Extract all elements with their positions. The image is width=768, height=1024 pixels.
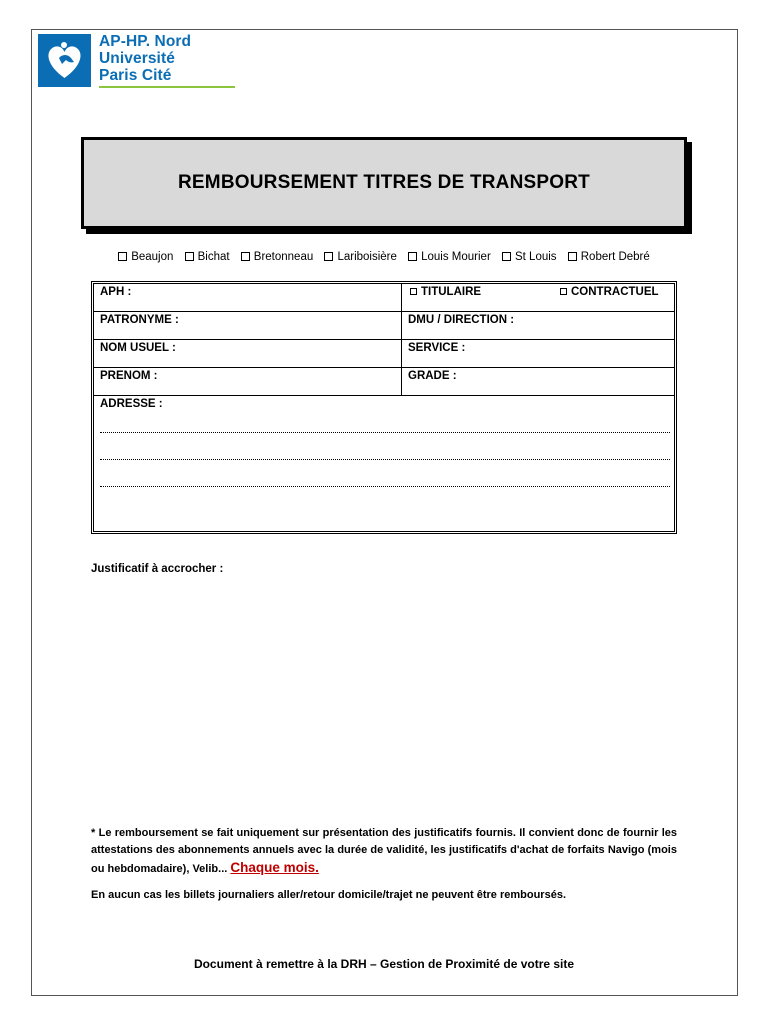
grade-field[interactable] <box>402 368 674 395</box>
dmu-field[interactable] <box>402 312 674 339</box>
site-option-lariboisiere[interactable] <box>324 251 396 263</box>
site-option-st-louis[interactable] <box>502 251 557 263</box>
site-label: Louis Mourier <box>421 251 491 263</box>
site-option-bretonneau[interactable] <box>241 251 313 263</box>
title-box <box>81 137 687 229</box>
checkbox-icon[interactable] <box>568 252 577 261</box>
site-label: Lariboisière <box>337 251 397 263</box>
site-option-louis-mourier[interactable] <box>408 251 491 263</box>
site-label: Bretonneau <box>253 251 314 263</box>
note1-text: * Le remboursement se fait uniquement sur présentation des justificatifs fournis. Il convient donc de fournir les attestations des abonnements annuels avec la durée de validité, les justificatifs d'achat de forfaits Navigo (mois ou hebdomadaire), Velib... <box>91 827 677 875</box>
heart-hand-icon <box>38 34 91 87</box>
row-prenom <box>94 368 674 396</box>
site-label: Bichat <box>197 251 230 263</box>
logo-line-1: AP-HP. Nord <box>99 33 192 50</box>
logo-underline <box>99 86 235 88</box>
nom-usuel-field[interactable] <box>94 340 402 367</box>
logo-line-3: Paris Cité <box>99 67 172 84</box>
checkbox-icon[interactable] <box>118 252 127 261</box>
checkbox-icon[interactable] <box>241 252 250 261</box>
adresse-field[interactable] <box>94 396 674 531</box>
patronyme-label: PATRONYME : <box>100 314 179 326</box>
contractuel-option[interactable] <box>560 286 659 298</box>
checkbox-icon[interactable] <box>410 288 417 295</box>
dotted-line <box>100 486 670 487</box>
row-nom-usuel <box>94 340 674 368</box>
aph-field[interactable] <box>94 284 402 311</box>
logo-wordmark <box>99 33 191 84</box>
checkbox-icon[interactable] <box>324 252 333 261</box>
checkbox-icon[interactable] <box>502 252 511 261</box>
site-label: Beaujon <box>131 251 174 263</box>
patronyme-field[interactable] <box>94 312 402 339</box>
exclusion-note: En aucun cas les billets journaliers aller/retour domicile/trajet ne peuvent être remboursés. <box>91 889 566 901</box>
contractuel-label: CONTRACTUEL <box>571 286 659 298</box>
prenom-label: PRENOM : <box>100 370 158 382</box>
aph-label: APH : <box>100 286 132 298</box>
checkbox-icon[interactable] <box>560 288 567 295</box>
row-patronyme <box>94 312 674 340</box>
checkbox-icon[interactable] <box>185 252 194 261</box>
footer-instruction: Document à remettre à la DRH – Gestion de Proximité de votre site <box>193 957 575 971</box>
reimbursement-note <box>91 825 677 878</box>
document-title: REMBOURSEMENT TITRES DE TRANSPORT <box>178 172 590 193</box>
justificatif-label: Justificatif à accrocher : <box>91 563 224 575</box>
prenom-field[interactable] <box>94 368 402 395</box>
site-option-beaujon[interactable] <box>118 251 173 263</box>
adresse-label: ADRESSE : <box>100 398 163 410</box>
status-cell <box>402 284 674 311</box>
site-label: St Louis <box>514 251 557 263</box>
service-field[interactable] <box>402 340 674 367</box>
site-checkbox-row <box>0 251 768 263</box>
employee-info-table <box>91 281 677 534</box>
dotted-line <box>100 432 670 433</box>
aphp-logo <box>38 34 208 90</box>
grade-label: GRADE : <box>408 370 457 382</box>
dotted-line <box>100 459 670 460</box>
titulaire-option[interactable] <box>410 286 481 298</box>
checkbox-icon[interactable] <box>408 252 417 261</box>
dmu-label: DMU / DIRECTION : <box>408 314 515 326</box>
logo-line-2: Université <box>99 50 175 67</box>
nom-usuel-label: NOM USUEL : <box>100 342 176 354</box>
chaque-mois-highlight: Chaque mois. <box>230 860 319 875</box>
site-option-bichat[interactable] <box>185 251 230 263</box>
service-label: SERVICE : <box>408 342 466 354</box>
titulaire-label: TITULAIRE <box>421 286 482 298</box>
site-label: Robert Debré <box>580 251 650 263</box>
site-option-robert-debre[interactable] <box>568 251 650 263</box>
row-aph <box>94 284 674 312</box>
